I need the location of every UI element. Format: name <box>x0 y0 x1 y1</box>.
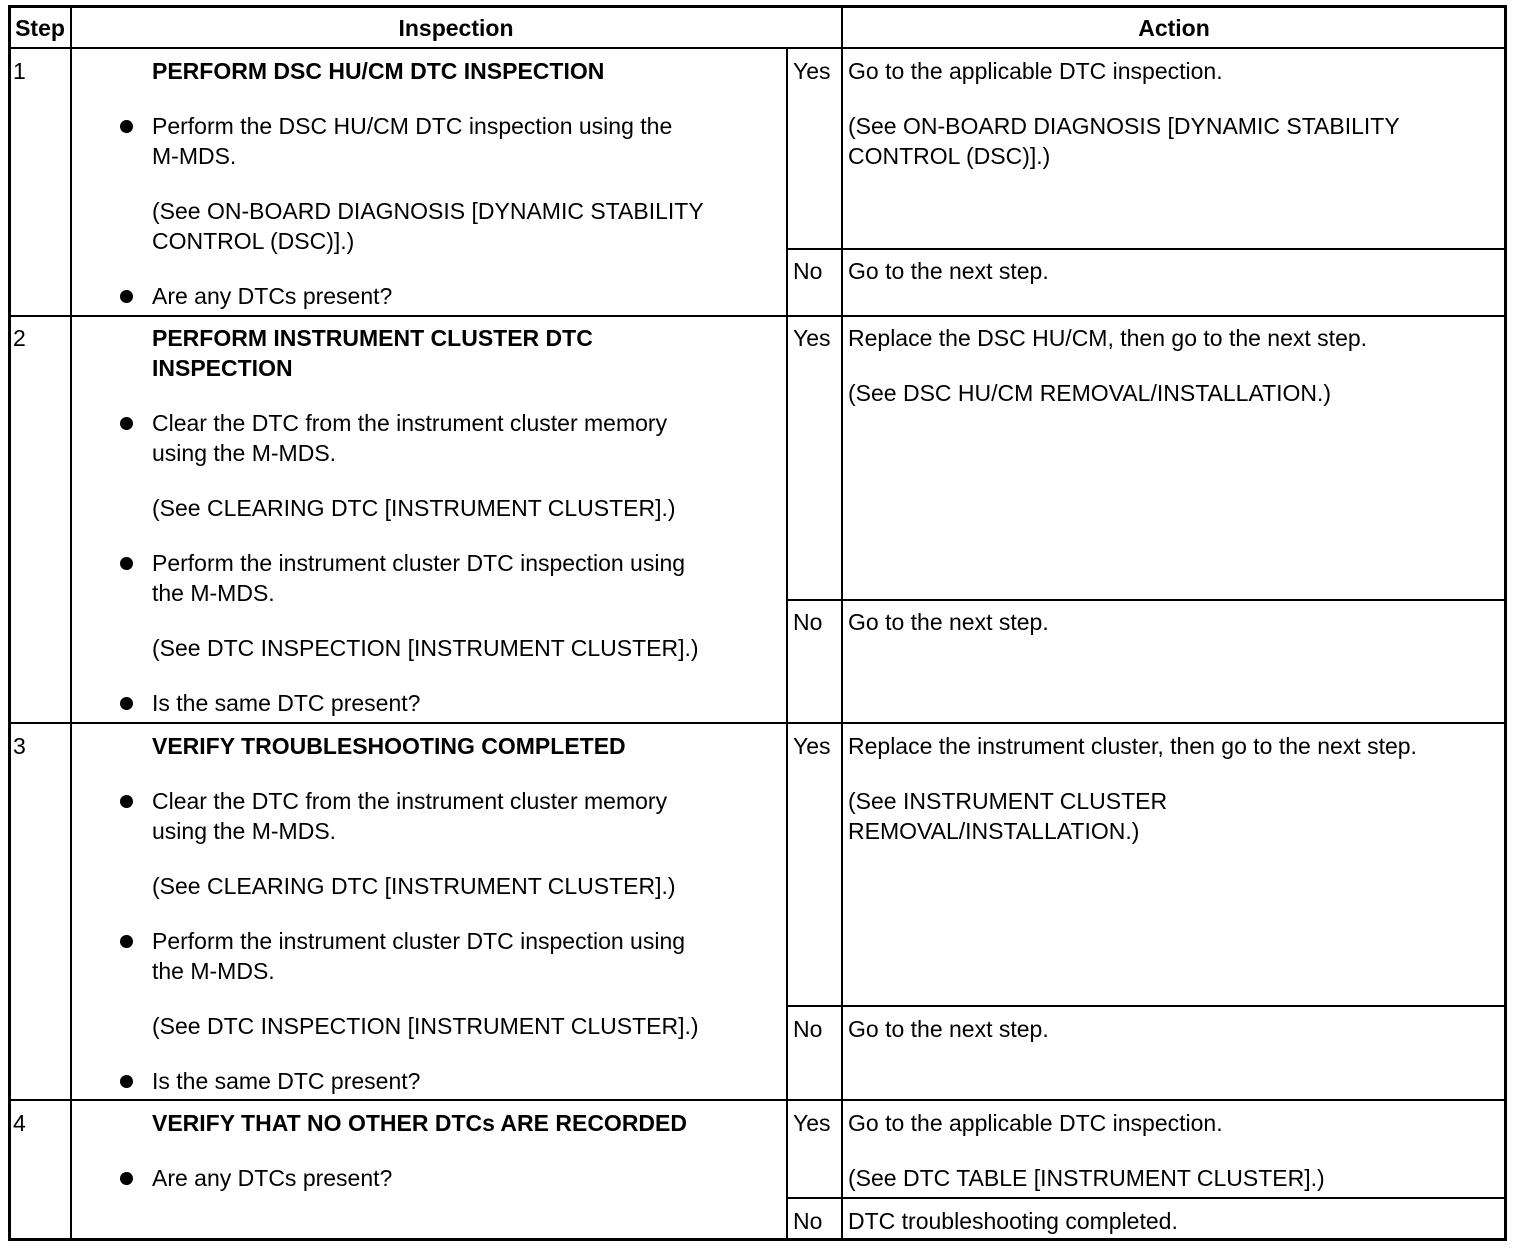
yes-label: Yes <box>793 733 831 759</box>
bullet-icon <box>120 417 133 430</box>
inspection-line: the M-MDS. <box>152 958 275 984</box>
yes-label: Yes <box>793 58 831 84</box>
action-no-line: DTC troubleshooting completed. <box>848 1208 1178 1234</box>
action-yes-line: Replace the DSC HU/CM, then go to the next step. <box>848 325 1368 351</box>
yes-no-divider <box>787 599 1505 601</box>
yes-no-column-divider <box>786 48 788 1238</box>
action-yes-line: CONTROL (DSC)].) <box>848 143 1051 169</box>
header-inspection: Inspection <box>398 15 514 41</box>
yes-no-divider <box>787 1005 1505 1007</box>
action-no-line: Go to the next step. <box>848 258 1049 284</box>
action-yes-line: Go to the applicable DTC inspection. <box>848 58 1223 84</box>
inspection-line: Perform the instrument cluster DTC inspection using <box>152 928 686 954</box>
no-label: No <box>793 1208 823 1234</box>
bullet-icon <box>120 697 133 710</box>
inspection-line: using the M-MDS. <box>152 818 337 844</box>
inspection-line: (See CLEARING DTC [INSTRUMENT CLUSTER].) <box>152 873 676 899</box>
action-yes-line: (See DTC TABLE [INSTRUMENT CLUSTER].) <box>848 1165 1325 1191</box>
inspection-line: Is the same DTC present? <box>152 1068 421 1094</box>
inspection-line: Clear the DTC from the instrument cluster memory <box>152 788 668 814</box>
yes-no-divider <box>787 248 1505 250</box>
action-yes-line: Replace the instrument cluster, then go to the next step. <box>848 733 1417 759</box>
no-label: No <box>793 609 823 635</box>
step-number: 3 <box>13 733 26 759</box>
action-no-line: Go to the next step. <box>848 609 1049 635</box>
header-action: Action <box>1138 15 1210 41</box>
step-column-divider <box>70 8 72 1238</box>
yes-label: Yes <box>793 1110 831 1136</box>
header-step: Step <box>15 15 65 41</box>
inspection-line: (See DTC INSPECTION [INSTRUMENT CLUSTER].) <box>152 635 699 661</box>
bullet-icon <box>120 795 133 808</box>
inspection-line: Perform the DSC HU/CM DTC inspection using the <box>152 113 673 139</box>
bullet-icon <box>120 1172 133 1185</box>
row-divider <box>10 1099 1505 1101</box>
inspection-line: Are any DTCs present? <box>152 1165 393 1191</box>
bullet-icon <box>120 1075 133 1088</box>
inspection-line: CONTROL (DSC)].) <box>152 228 355 254</box>
bullet-icon <box>120 120 133 133</box>
troubleshooting-table <box>8 5 1507 1241</box>
inspection-line: Are any DTCs present? <box>152 283 393 309</box>
row-divider <box>10 722 1505 724</box>
step-title: PERFORM INSTRUMENT CLUSTER DTC <box>152 325 593 351</box>
inspection-line: Is the same DTC present? <box>152 690 421 716</box>
action-no-line: Go to the next step. <box>848 1016 1049 1042</box>
yes-no-divider <box>787 1197 1505 1199</box>
no-label: No <box>793 1016 823 1042</box>
inspection-line: (See DTC INSPECTION [INSTRUMENT CLUSTER].) <box>152 1013 699 1039</box>
inspection-line: (See CLEARING DTC [INSTRUMENT CLUSTER].) <box>152 495 676 521</box>
header-divider <box>10 47 1505 49</box>
inspection-line: (See ON-BOARD DIAGNOSIS [DYNAMIC STABILITY <box>152 198 704 224</box>
bullet-icon <box>120 290 133 303</box>
action-yes-line: REMOVAL/INSTALLATION.) <box>848 818 1140 844</box>
step-number: 1 <box>13 58 26 84</box>
row-divider <box>10 315 1505 317</box>
bullet-icon <box>120 557 133 570</box>
no-label: No <box>793 258 823 284</box>
inspection-line: the M-MDS. <box>152 580 275 606</box>
inspection-line: M-MDS. <box>152 143 237 169</box>
action-yes-line: (See DSC HU/CM REMOVAL/INSTALLATION.) <box>848 380 1332 406</box>
yes-label: Yes <box>793 325 831 351</box>
inspection-line: Perform the instrument cluster DTC inspection using <box>152 550 686 576</box>
inspection-line: Clear the DTC from the instrument cluster memory <box>152 410 668 436</box>
step-number: 4 <box>13 1110 26 1136</box>
action-yes-line: Go to the applicable DTC inspection. <box>848 1110 1223 1136</box>
step-title: INSPECTION <box>152 355 293 381</box>
step-title: VERIFY THAT NO OTHER DTCs ARE RECORDED <box>152 1110 687 1136</box>
step-title: VERIFY TROUBLESHOOTING COMPLETED <box>152 733 626 759</box>
inspection-line: using the M-MDS. <box>152 440 337 466</box>
action-yes-line: (See ON-BOARD DIAGNOSIS [DYNAMIC STABILITY <box>848 113 1400 139</box>
step-number: 2 <box>13 325 26 351</box>
action-column-divider <box>841 8 843 1238</box>
step-title: PERFORM DSC HU/CM DTC INSPECTION <box>152 58 605 84</box>
bullet-icon <box>120 935 133 948</box>
action-yes-line: (See INSTRUMENT CLUSTER <box>848 788 1168 814</box>
